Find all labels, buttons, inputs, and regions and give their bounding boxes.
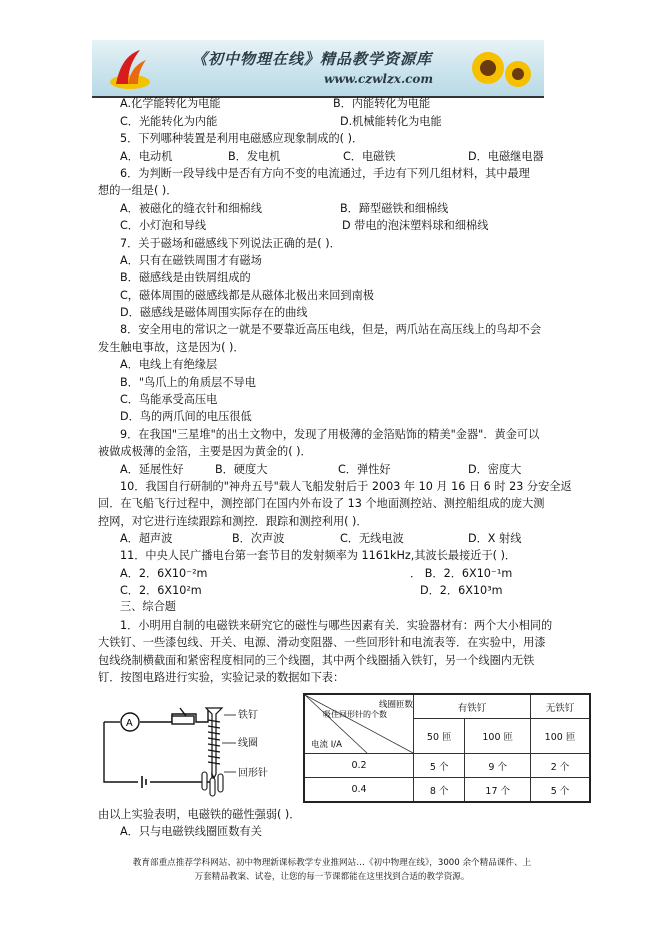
svg-text:电流 I/A: 电流 I/A bbox=[311, 740, 342, 750]
text-line: C．2．6X10²m bbox=[120, 584, 202, 597]
text-line: 想的一组是( )． bbox=[98, 184, 178, 197]
svg-text:A: A bbox=[126, 718, 133, 729]
value-cell: 5 个 bbox=[414, 754, 465, 778]
footer bbox=[96, 856, 568, 884]
value-cell: 17 个 bbox=[465, 778, 531, 803]
text-line: 发生触电事故，这是因为( )． bbox=[98, 341, 245, 354]
text-line: B．发电机 bbox=[228, 150, 281, 163]
sunflower-icon bbox=[464, 44, 534, 94]
text-line: D 带电的泡沫塑料球和细棉线 bbox=[342, 219, 489, 232]
current-cell: 0.4 bbox=[304, 778, 414, 803]
diagonal-header-cell bbox=[304, 694, 414, 754]
circuit-figure bbox=[96, 700, 302, 800]
text-line: A．只与电磁铁线圈匝数有关 bbox=[120, 825, 262, 838]
text-line: 11．中央人民广播电台第一套节目的发射频率为 1161kHz,其波长最接近于( )． bbox=[120, 549, 517, 562]
svg-text:线圈匝数: 线圈匝数 bbox=[379, 700, 413, 710]
text-line: A．超声波 bbox=[120, 532, 173, 545]
footer-line: 万套精品教案、试卷，让您的每一节课都能在这里找到合适的教学资源。 bbox=[194, 872, 470, 882]
nail-label: 铁钉 bbox=[238, 710, 258, 721]
banner-title: 《初中物理在线》精品教学资源库 bbox=[192, 50, 433, 68]
text-line: C．光能转化为内能 bbox=[120, 115, 218, 128]
text-line: A.化学能转化为电能 bbox=[120, 97, 221, 110]
text-line: A．延展性好 bbox=[120, 463, 184, 476]
text-line: D．鸟的两爪间的电压很低 bbox=[120, 410, 252, 423]
text-line: 包线绕制横截面和紧密程度相同的三个线圈，其中两个线圈插入铁钉，另一个线圈内无铁 bbox=[98, 654, 535, 667]
text-line: A．电动机 bbox=[120, 150, 173, 163]
text-line: 8．安全用电的常识之一就是不要靠近高压电线，但是，两爪站在高压线上的鸟却不会 bbox=[120, 323, 542, 336]
text-line: B．蹄型磁铁和细棉线 bbox=[340, 202, 449, 215]
text-line: 5．下列哪种装置是利用电磁感应现象制成的( )． bbox=[120, 132, 364, 145]
text-line: 被做成极薄的金箔，主要是因为黄金的( )． bbox=[98, 445, 312, 458]
text-line: D.机械能转化为电能 bbox=[340, 115, 442, 128]
turns-cell: 50 匝 bbox=[414, 719, 465, 754]
text-line: A．2．6X10⁻²m bbox=[120, 567, 208, 580]
value-cell: 9 个 bbox=[465, 754, 531, 778]
text-line: 7．关于磁场和磁感线下列说法正确的是( )． bbox=[120, 237, 341, 250]
footer-line: 教育部重点推荐学科网站、初中物理新课标教学专业推网站…《初中物理在线》，3000 余个精品课件、上 bbox=[132, 858, 532, 868]
svg-text:吸住回形针的个数: 吸住回形针的个数 bbox=[323, 710, 387, 719]
text-line: A．只有在磁铁周围才有磁场 bbox=[120, 254, 262, 267]
text-line: 由以上实验表明，电磁铁的磁性强弱( )． bbox=[98, 808, 301, 821]
clip-label: 回形针 bbox=[238, 768, 268, 779]
text-line: A．电线上有绝缘层 bbox=[120, 358, 218, 371]
text-line: B．内能转化为电能 bbox=[333, 97, 431, 110]
text-line: 三、综合题 bbox=[120, 600, 176, 613]
text-line: 钉．按图电路进行实验，实验记录的数据如下表： bbox=[98, 671, 345, 684]
text-line: ． B．2．6X10⁻¹m bbox=[410, 567, 513, 580]
text-line: B．次声波 bbox=[232, 532, 285, 545]
data-table bbox=[303, 693, 591, 803]
text-line: C．弹性好 bbox=[338, 463, 391, 476]
text-line: 9．在我国"三星堆"的出土文物中，发现了用极薄的金箔贴饰的精美"金器"．黄金可以 bbox=[120, 428, 540, 441]
text-line: C．无线电波 bbox=[340, 532, 404, 545]
header-no-nail: 无铁钉 bbox=[531, 694, 591, 719]
text-line: D．2．6X10³m bbox=[420, 584, 503, 597]
header-with-nail: 有铁钉 bbox=[414, 694, 531, 719]
text-line: C．小灯泡和导线 bbox=[120, 219, 207, 232]
text-line: 控网，对它进行连续跟踪和测控．跟踪和测控利用( )． bbox=[98, 515, 368, 528]
text-line: B．"鸟爪上的角质层不导电 bbox=[120, 376, 256, 389]
value-cell: 8 个 bbox=[414, 778, 465, 803]
text-line: 回．在飞船飞行过程中，测控部门在国内外布设了 13 个地面测控站、测控船组成的庞大测 bbox=[98, 497, 545, 510]
turns-cell: 100 匝 bbox=[531, 719, 591, 754]
coil-label: 线圈 bbox=[238, 738, 258, 749]
text-line: C，磁体周围的磁感线都是从磁体北极出来回到南极 bbox=[120, 289, 374, 302]
header-banner bbox=[92, 40, 544, 98]
text-line: 大铁钉、一些漆包线、开关、电源、滑动变阻器、一些回形针和电流表等．在实验中，用漆 bbox=[98, 636, 546, 649]
text-line: B．硬度大 bbox=[215, 463, 268, 476]
text-line: D．电磁继电器 bbox=[468, 150, 544, 163]
value-cell: 5 个 bbox=[531, 778, 591, 803]
text-line: 1．小明用自制的电磁铁来研究它的磁性与哪些因素有关．实验器材有：两个大小相同的 bbox=[120, 619, 553, 632]
text-line: D．X 射线 bbox=[468, 532, 522, 545]
text-line: 6．为判断一段导线中是否有方向不变的电流通过，手边有下列几组材料，其中最理 bbox=[120, 167, 530, 180]
text-line: C．鸟能承受高压电 bbox=[120, 393, 218, 406]
site-logo-icon bbox=[106, 46, 152, 92]
current-cell: 0.2 bbox=[304, 754, 414, 778]
turns-cell: 100 匝 bbox=[465, 719, 531, 754]
text-line: C．电磁铁 bbox=[343, 150, 396, 163]
text-line: D．密度大 bbox=[468, 463, 522, 476]
value-cell: 2 个 bbox=[531, 754, 591, 778]
text-line: 10．我国自行研制的"神舟五号"载人飞船发射后于 2003 年 10 月 16 日 6 时 23 分安全返 bbox=[120, 480, 572, 493]
banner-url[interactable]: www.czwlzx.com bbox=[324, 72, 434, 86]
text-line: D．磁感线是磁体周围实际存在的曲线 bbox=[120, 306, 308, 319]
text-line: A．被磁化的缝衣针和细棉线 bbox=[120, 202, 262, 215]
text-line: B．磁感线是由铁屑组成的 bbox=[120, 271, 251, 284]
